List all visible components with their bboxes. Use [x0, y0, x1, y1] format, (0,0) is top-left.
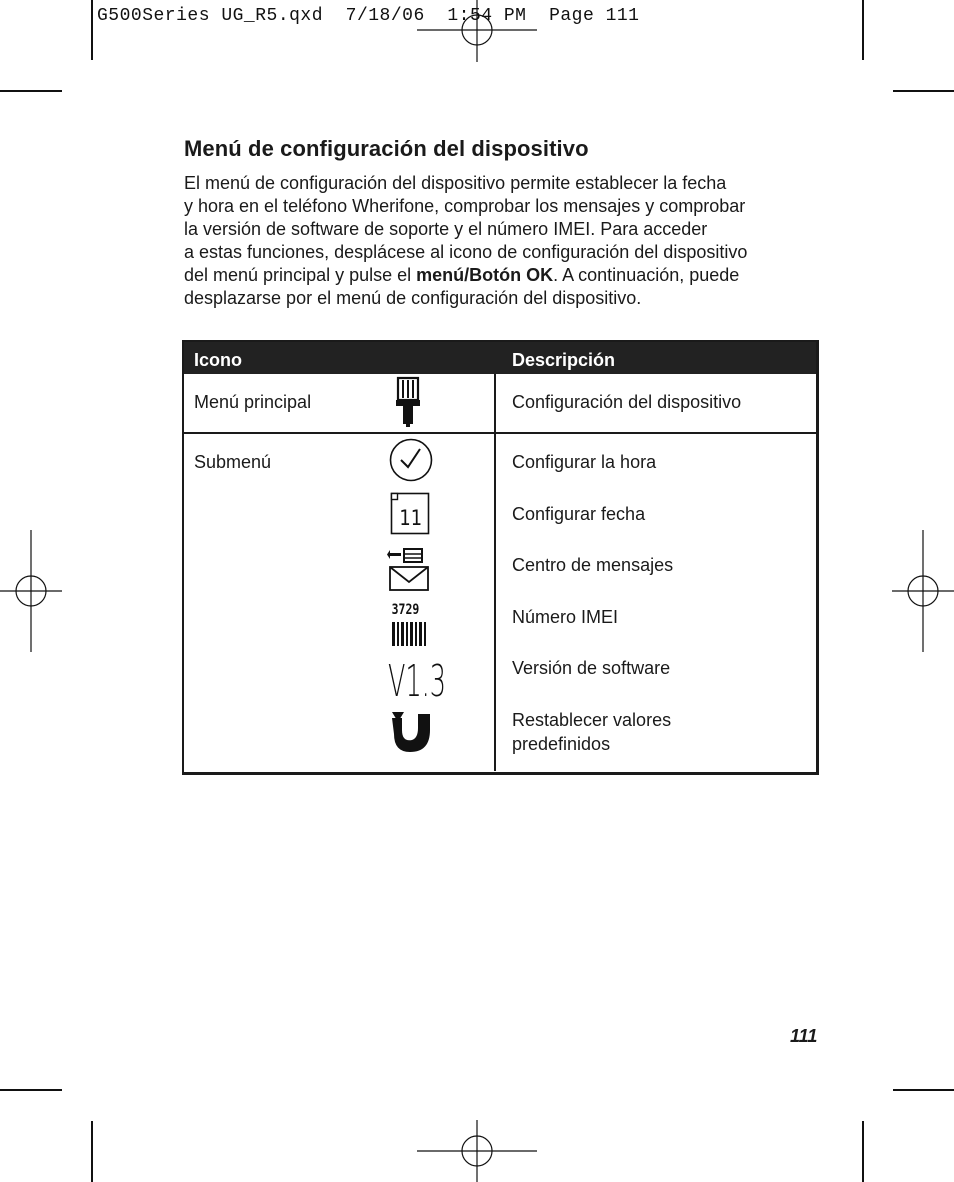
- crop-mark: [893, 90, 954, 92]
- crop-mark: [862, 0, 864, 60]
- submenu-item-description: Configurar la hora: [512, 452, 657, 472]
- intro-line: a estas funciones, desplácese al icono de configuración del dispositivo: [184, 242, 748, 262]
- screwdriver-icon: [396, 376, 420, 428]
- intro-line: la versión de software de soporte y el número IMEI. Para acceder: [184, 219, 708, 239]
- submenu-item-description: [512, 708, 671, 756]
- submenu-item-description: Versión de software: [512, 658, 671, 678]
- submenu-label: Submenú: [194, 452, 272, 472]
- intro-line: [184, 264, 814, 287]
- submenu-item-description: Configurar fecha: [512, 504, 646, 524]
- crop-mark: [0, 1089, 62, 1091]
- main-menu-label: Menú principal: [194, 392, 312, 412]
- page-title: Menú de configuración del dispositivo: [184, 136, 589, 161]
- barcode-icon: [390, 600, 430, 648]
- crop-mark: [0, 90, 62, 92]
- crop-mark: [91, 0, 93, 60]
- description-line: predefinidos: [512, 734, 611, 754]
- intro-text: . A continuación, puede: [553, 265, 740, 285]
- registration-mark-top: [417, 0, 537, 62]
- submenu-item-description: Centro de mensajes: [512, 555, 674, 575]
- clock-icon: [388, 437, 434, 483]
- version-number: V1.3: [388, 656, 447, 708]
- main-menu-description: Configuración del dispositivo: [512, 392, 742, 412]
- submenu-item-description: Número IMEI: [512, 607, 619, 627]
- row-divider: [184, 432, 816, 434]
- crop-mark: [893, 1089, 954, 1091]
- print-slug: G500Series UG_R5.qxd 7/18/06 1:54 PM Page 111: [97, 6, 640, 26]
- crop-mark: [862, 1121, 864, 1182]
- ok-button-reference: menú/Botón OK: [416, 265, 554, 285]
- registration-mark-right: [892, 530, 954, 652]
- version-icon: [388, 654, 447, 708]
- registration-mark-bottom: [417, 1120, 537, 1182]
- reset-arrow-icon: [390, 708, 432, 756]
- calendar-day-number: 11: [399, 505, 423, 531]
- description-line: Restablecer valores: [512, 710, 672, 730]
- crop-mark: [91, 1121, 93, 1182]
- intro-paragraph: [184, 172, 814, 310]
- calendar-icon: [390, 492, 432, 536]
- page-number: 111: [790, 1026, 818, 1046]
- intro-text: del menú principal y pulse el: [184, 265, 417, 285]
- table-header: [184, 342, 816, 374]
- intro-line: desplazarse por el menú de configuración del dispositivo.: [184, 288, 642, 308]
- intro-line: y hora en el teléfono Wherifone, comprobar los mensajes y comprobar: [184, 196, 746, 216]
- barcode-digits: 3729: [391, 601, 420, 619]
- intro-line: El menú de configuración del dispositivo permite establecer la fecha: [184, 173, 727, 193]
- header-icon-column: Icono: [194, 350, 242, 370]
- header-description-column: Descripción: [512, 350, 616, 370]
- message-envelope-icon: [388, 547, 432, 593]
- settings-table: [182, 340, 819, 775]
- registration-mark-left: [0, 530, 62, 652]
